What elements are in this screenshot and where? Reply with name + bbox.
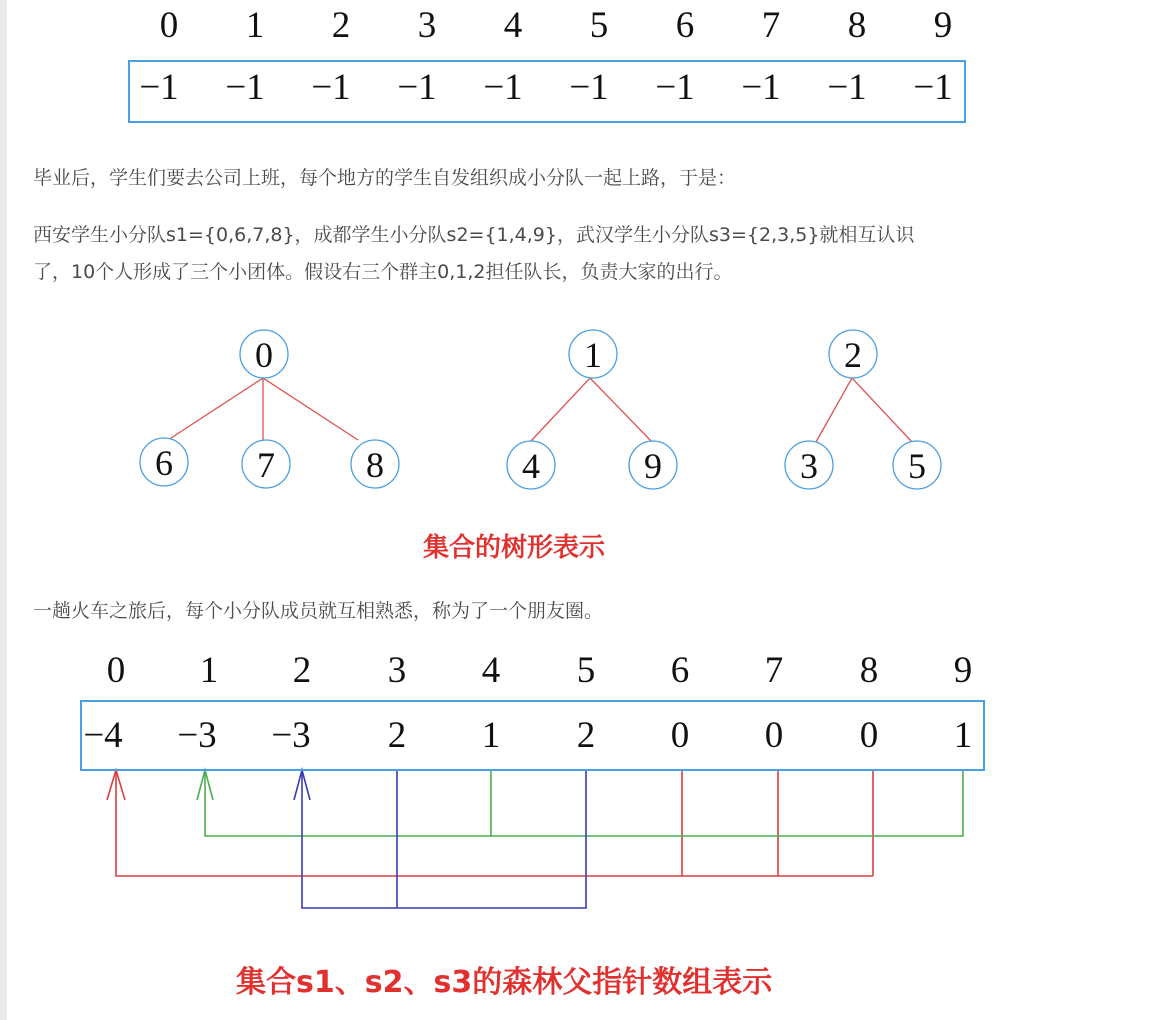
bottom-index-9: 9: [953, 650, 973, 691]
tree-edge-1-4: [530, 378, 590, 442]
paragraph-graduation: 毕业后，学生们要去公司上班，每个地方的学生自发组织成小分队一起上路，于是：: [33, 167, 737, 189]
bottom-index-1: 1: [199, 650, 219, 691]
bottom-value-8: 0: [859, 715, 879, 756]
top-value-8: −1: [827, 67, 867, 108]
top-value-3: −1: [397, 67, 437, 108]
top-value-6: −1: [655, 67, 695, 108]
bottom-value-5: 2: [576, 715, 596, 756]
tree-node-5: [893, 441, 941, 489]
tree-edge-1-9: [590, 378, 652, 442]
paragraph-train-trip: 一趟火车之旅后，每个小分队成员就互相熟悉，称为了一个朋友圈。: [33, 600, 604, 622]
tree-node-1: [569, 330, 617, 378]
tree-node-0: [240, 330, 288, 378]
top-index-6: 6: [675, 5, 695, 46]
bottom-value-3: 2: [387, 715, 407, 756]
bottom-index-3: 3: [387, 650, 407, 691]
top-value-7: −1: [741, 67, 781, 108]
paragraph-teams-line1: 西安学生小分队s1={0,6,7,8}，成都学生小分队s2={1,4,9}，武汉学生小分队s3={2,3,5}就相互认识: [33, 224, 915, 246]
svg-text:6: 6: [155, 443, 173, 483]
tree-edge-2-3: [816, 378, 852, 442]
bottom-value-4: 1: [481, 715, 501, 756]
svg-text:7: 7: [257, 445, 275, 485]
top-value-4: −1: [483, 67, 523, 108]
svg-text:9: 9: [644, 446, 662, 486]
connector-group-blue: [294, 770, 586, 908]
connector-group-green: [197, 770, 963, 836]
bottom-value-1: −3: [177, 715, 217, 756]
bottom-index-5: 5: [576, 650, 596, 691]
svg-text:0: 0: [255, 335, 273, 375]
svg-text:3: 3: [800, 446, 818, 486]
bottom-value-2: −3: [271, 715, 311, 756]
top-index-8: 8: [847, 5, 867, 46]
tree-caption: 集合的树形表示: [423, 533, 606, 563]
forest-caption: 集合s1、s2、s3的森林父指针数组表示: [236, 965, 773, 1000]
top-value-0: −1: [139, 67, 179, 108]
connector-group-red: [107, 770, 873, 876]
top-index-5: 5: [589, 5, 609, 46]
top-index-1: 1: [245, 5, 265, 46]
bottom-index-2: 2: [292, 650, 312, 691]
bottom-index-8: 8: [859, 650, 879, 691]
bottom-index-0: 0: [106, 650, 126, 691]
top-value-9: −1: [913, 67, 953, 108]
bottom-value-0: −4: [83, 715, 123, 756]
svg-text:5: 5: [908, 446, 926, 486]
bottom-value-6: 0: [670, 715, 690, 756]
top-value-1: −1: [225, 67, 265, 108]
top-index-3: 3: [417, 5, 437, 46]
tree-node-2: [829, 330, 877, 378]
top-value-5: −1: [569, 67, 609, 108]
svg-text:4: 4: [522, 446, 540, 486]
tree-node-4: [507, 441, 555, 489]
svg-text:8: 8: [366, 445, 384, 485]
top-index-2: 2: [331, 5, 351, 46]
tree-edge-2-5: [852, 378, 912, 442]
tree-edge-0-6: [168, 378, 263, 440]
svg-text:2: 2: [844, 335, 862, 375]
svg-text:1: 1: [584, 335, 602, 375]
bottom-value-9: 1: [953, 715, 973, 756]
tree-node-7: [242, 440, 290, 488]
tree-edge-0-8: [263, 378, 358, 440]
paragraph-teams-line2: 了，10个人形成了三个小团体。假设右三个群主0,1,2担任队长，负责大家的出行。: [33, 261, 733, 283]
bottom-value-7: 0: [764, 715, 784, 756]
tree-node-9: [629, 441, 677, 489]
tree-node-6: [140, 438, 188, 486]
tree-node-3: [785, 441, 833, 489]
top-index-4: 4: [503, 5, 523, 46]
top-index-7: 7: [761, 5, 781, 46]
top-index-0: 0: [159, 5, 179, 46]
tree-node-8: [351, 440, 399, 488]
bottom-index-6: 6: [670, 650, 690, 691]
bottom-index-4: 4: [481, 650, 501, 691]
top-index-9: 9: [933, 5, 953, 46]
bottom-index-7: 7: [764, 650, 784, 691]
top-value-2: −1: [311, 67, 351, 108]
